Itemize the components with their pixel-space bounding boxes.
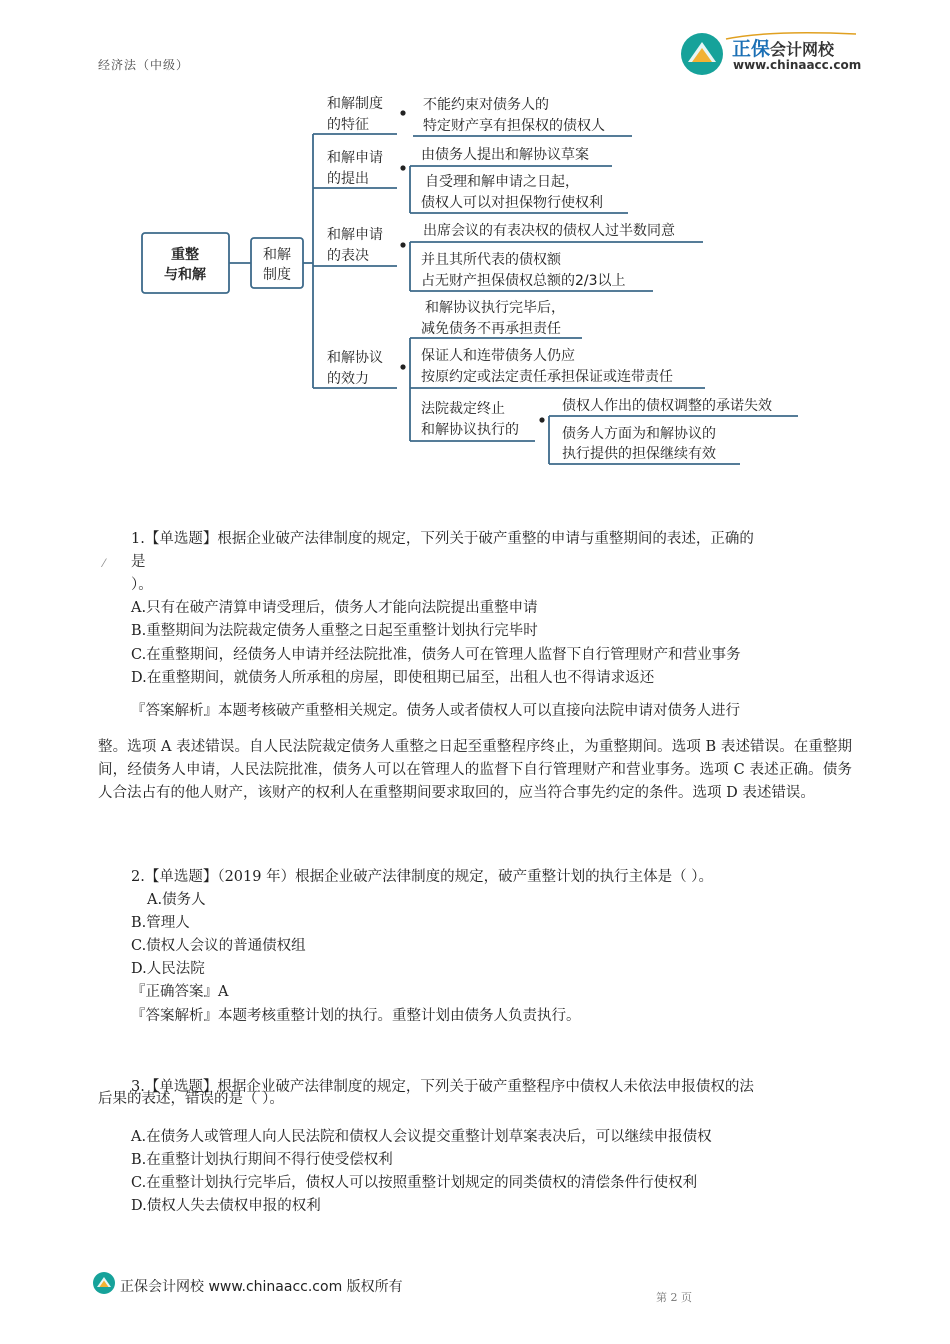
mm-vote-2: 的表决 <box>327 248 369 264</box>
header-fragment: 经济法（中级） <box>98 58 190 72</box>
q3-option-c: C.在重整计划执行完毕后，债权人可以按照重整计划规定的同类债权的清偿条件行使权利 <box>131 1175 698 1191</box>
mm-effect-2: 的效力 <box>327 371 369 387</box>
mm-termination-2: 和解协议执行的 <box>421 422 519 438</box>
footer-page: 第 2 页 <box>656 1291 692 1304</box>
q2-option-b: B.管理人 <box>131 915 190 931</box>
mm-vote-leaf2-1: 并且其所代表的债权额 <box>421 252 561 268</box>
mm-effect-1: 和解协议 <box>327 350 383 366</box>
logo-brand: 正保 <box>732 38 771 60</box>
mm-vote-leaf1: 出席会议的有表决权的债权人过半数同意 <box>423 223 675 239</box>
q2-stem: 2.【单选题】（2019 年）根据企业破产法律制度的规定，破产重整计划的执行主体是（ ）。 <box>131 869 713 885</box>
mm-feature-leaf-2: 特定财产享有担保权的债权人 <box>423 118 605 134</box>
mindmap-root-box <box>142 233 229 293</box>
q3-stem-cut2: 后果的表述，错误的是（ ）。 <box>98 1091 284 1107</box>
logo-sub: 会计网校 <box>770 40 835 59</box>
mm-feature-2: 的特征 <box>327 117 369 133</box>
q2-analysis: 『答案解析』本题考核重整计划的执行。重整计划由债务人负责执行。 <box>131 1008 581 1024</box>
mindmap-root-line1: 重整 <box>171 247 199 263</box>
q1-mark: ⁄ <box>103 557 105 570</box>
mm-termination-1: 法院裁定终止 <box>421 401 505 417</box>
q3-option-b: B.在重整计划执行期间不得行使受偿权利 <box>131 1152 393 1168</box>
mm-effect-leaf2-2: 按原约定或法定责任承担保证或连带责任 <box>421 369 673 385</box>
mm-filing-leaf2-1: 自受理和解申请之日起， <box>425 174 579 190</box>
mindmap-branch-line1: 和解 <box>263 247 291 263</box>
q2-option-c: C.债权人会议的普通债权组 <box>131 938 306 954</box>
mm-vote-leaf2-2: 占无财产担保债权总额的2/3以上 <box>421 273 626 289</box>
footer-copyright: 正保会计网校 www.chinaacc.com 版权所有 <box>120 1279 403 1295</box>
mm-termination-leaf2-1: 债务人方面为和解协议的 <box>562 426 716 442</box>
mm-effect-leaf1-2: 减免债务不再承担责任 <box>421 321 561 337</box>
mm-effect-leaf2-1: 保证人和连带债务人仍应 <box>421 348 575 364</box>
q2-option-d: D.人民法院 <box>131 961 205 977</box>
q2-answer: 『正确答案』A <box>131 984 229 1000</box>
mm-termination-leaf1: 债权人作出的债权调整的承诺失效 <box>562 398 772 414</box>
mm-feature-1: 和解制度 <box>327 96 383 112</box>
q1-option-b: B.重整期间为法院裁定债务人重整之日起至重整计划执行完毕时 <box>131 623 538 639</box>
logo-url: www.chinaacc.com <box>733 58 862 72</box>
mindmap-branch-line2: 制度 <box>263 267 291 283</box>
q1-option-d: D.在重整期间，就债务人所承租的房屋，即使租期已届至，出租人也不得请求返还 <box>131 670 655 686</box>
q2-option-a: A.债务人 <box>147 892 206 908</box>
footer-logo-icon <box>92 1271 116 1295</box>
mm-filing-1: 和解申请 <box>327 150 383 166</box>
q3-option-a: A.在债务人或管理人向人民法院和债权人会议提交重整计划草案表决后，可以继续申报债权 <box>131 1129 712 1145</box>
q1-option-a: A.只有在破产清算申请受理后，债务人才能向法院提出重整申请 <box>131 600 538 616</box>
q1-analysis: 整。选项 A 表述错误。自人民法院裁定债务人重整之日起至重整程序终止，为重整期间。选项 B 表述错误。在重整期间，经债务人申请，人民法院批准，债务人可以在管理人的监督下自行管理财产和营业事务。选项 C 表述正确。债务人合法占有的他人财产，该财产的权利人在重整期间要求取回的，应当符合事先约定的条件。选项 D 表述错误。 <box>98 739 852 801</box>
mm-filing-2: 的提出 <box>327 171 369 187</box>
q1-stem-line2: 是 <box>131 554 146 570</box>
mindmap-root-line2: 与和解 <box>164 267 206 283</box>
mm-filing-leaf1: 由债务人提出和解协议草案 <box>421 147 589 163</box>
mm-effect-leaf1-1: 和解协议执行完毕后， <box>425 300 565 316</box>
mm-termination-leaf2-2: 执行提供的担保继续有效 <box>562 446 716 462</box>
mm-feature-leaf-1: 不能约束对债务人的 <box>423 97 549 113</box>
mm-vote-1: 和解申请 <box>327 227 383 243</box>
q1-stem-line1: 1.【单选题】根据企业破产法律制度的规定，下列关于破产重整的申请与重整期间的表述，正确的 <box>131 531 754 547</box>
q1-option-c: C.在重整期间，经债务人申请并经法院批准，债务人可在管理人监督下自行管理财产和营业事务 <box>131 647 741 663</box>
q3-option-d: D.债权人失去债权申报的权利 <box>131 1198 321 1214</box>
mindmap-diagram <box>0 0 950 480</box>
q1-stem-line3: ）。 <box>131 577 153 593</box>
mm-filing-leaf2-2: 债权人可以对担保物行使权利 <box>421 195 603 211</box>
q1-analysis-cut: 『答案解析』本题考核破产重整相关规定。债务人或者债权人可以直接向法院申请对债务人进行 <box>131 703 740 719</box>
q3-stem-cut: 3.【单选题】根据企业破产法律制度的规定，下列关于破产重整程序中债权人未依法申报债权的法 <box>131 1079 754 1095</box>
